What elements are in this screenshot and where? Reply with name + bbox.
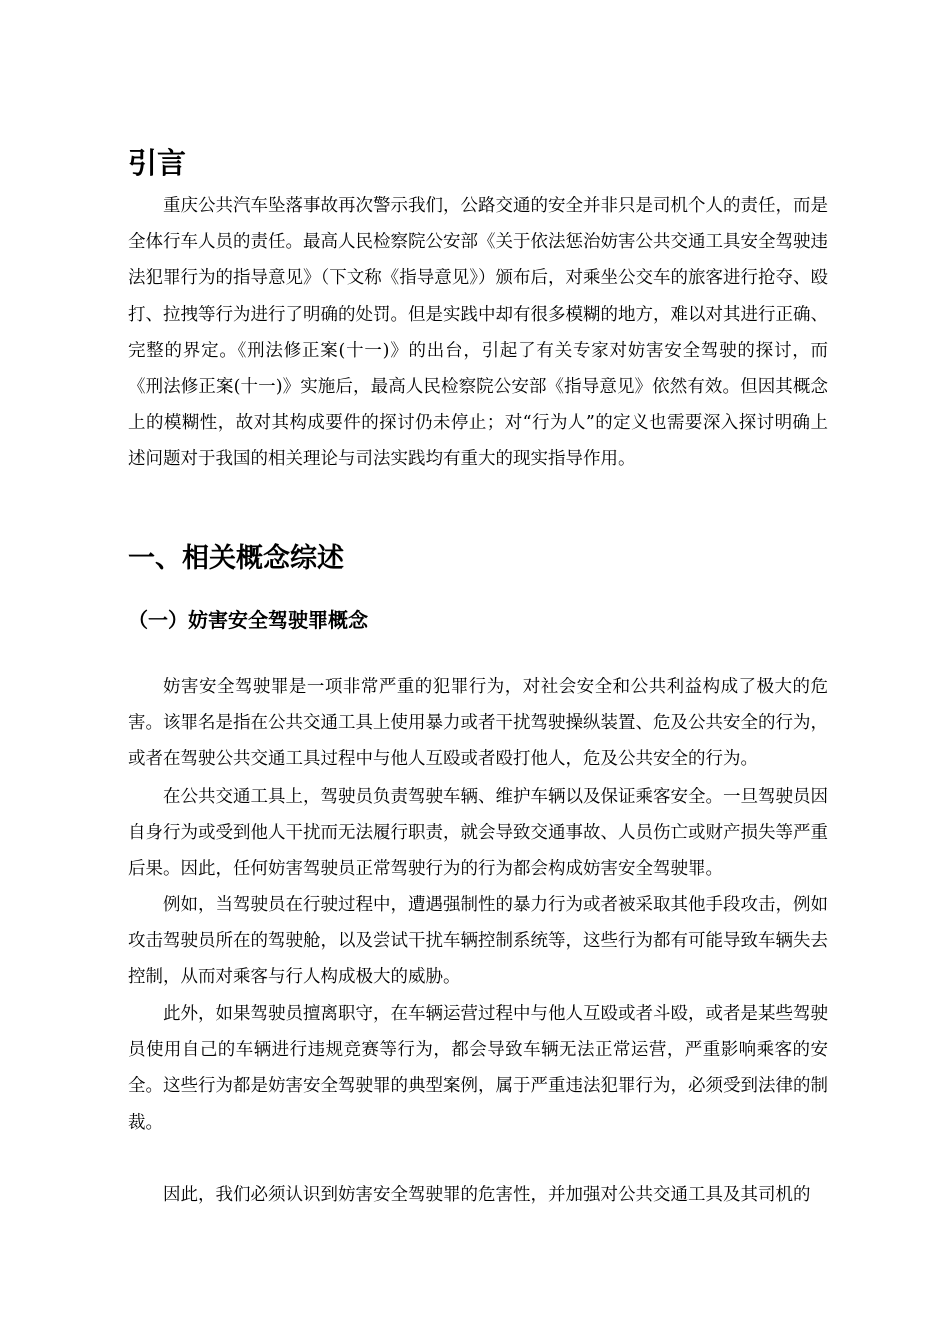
- subsection-1-heading: （一）妨害安全驾驶罪概念: [128, 608, 368, 632]
- further-example-paragraph: 此外，如果驾驶员擅离职守，在车辆运营过程中与他人互殴或者斗殴，或者是某些驾驶员使用自己的车辆进行违规竞赛等行为，都会导致车辆无法正常运营，严重影响乘客的安全。这些行为都是妨害安全驾驶罪的典型案例，属于严重违法犯罪行为，必须受到法律的制裁。: [128, 1004, 828, 1133]
- driver-duty-paragraph: 在公共交通工具上，驾驶员负责驾驶车辆、维护车辆以及保证乘客安全。一旦驾驶员因自身行为或受到他人干扰而无法履行职责，就会导致交通事故、人员伤亡或财产损失等严重后果。因此，任何妨害驾驶员正常驾驶行为的行为都会构成妨害安全驾驶罪。: [128, 787, 828, 880]
- section-1-heading: 一、相关概念综述: [128, 543, 344, 574]
- intro-paragraph: 重庆公共汽车坠落事故再次警示我们，公路交通的安全并非只是司机个人的责任，而是全体行车人员的责任。最高人民检察院公安部《关于依法惩治妨害公共交通工具安全驾驶违法犯罪行为的指导意见》（下文称《指导意见》）颁布后，对乘坐公交车的旅客进行抢夺、殴打、拉拽等行为进行了明确的处罚。但是实践中却有很多模糊的地方，难以对其进行正确、完整的界定。《刑法修正案(十一)》的出台，引起了有关专家对妨害安全驾驶的探讨，而《刑法修正案(十一)》实施后，最高人民检察院公安部《指导意见》依然有效。但因其概念上的模糊性，故对其构成要件的探讨仍未停止；对“行为人”的定义也需要深入探讨明确上述问题对于我国的相关理论与司法实践均有重大的现实指导作用。: [128, 196, 828, 470]
- conclusion-paragraph: 因此，我们必须认识到妨害安全驾驶罪的危害性，并加强对公共交通工具及其司机的: [163, 1185, 811, 1205]
- intro-heading: 引言: [128, 146, 187, 180]
- example-paragraph: 例如，当驾驶员在行驶过程中，遭遇强制性的暴力行为或者被采取其他手段攻击，例如攻击驾驶员所在的驾驶舱，以及尝试干扰车辆控制系统等，这些行为都有可能导致车辆失去控制，从而对乘客与行人构成极大的威胁。: [128, 895, 828, 988]
- definition-paragraph: 妨害安全驾驶罪是一项非常严重的犯罪行为，对社会安全和公共利益构成了极大的危害。该罪名是指在公共交通工具上使用暴力或者干扰驾驶操纵装置、危及公共安全的行为，或者在驾驶公共交通工具过程中与他人互殴或者殴打他人，危及公共安全的行为。: [128, 677, 828, 770]
